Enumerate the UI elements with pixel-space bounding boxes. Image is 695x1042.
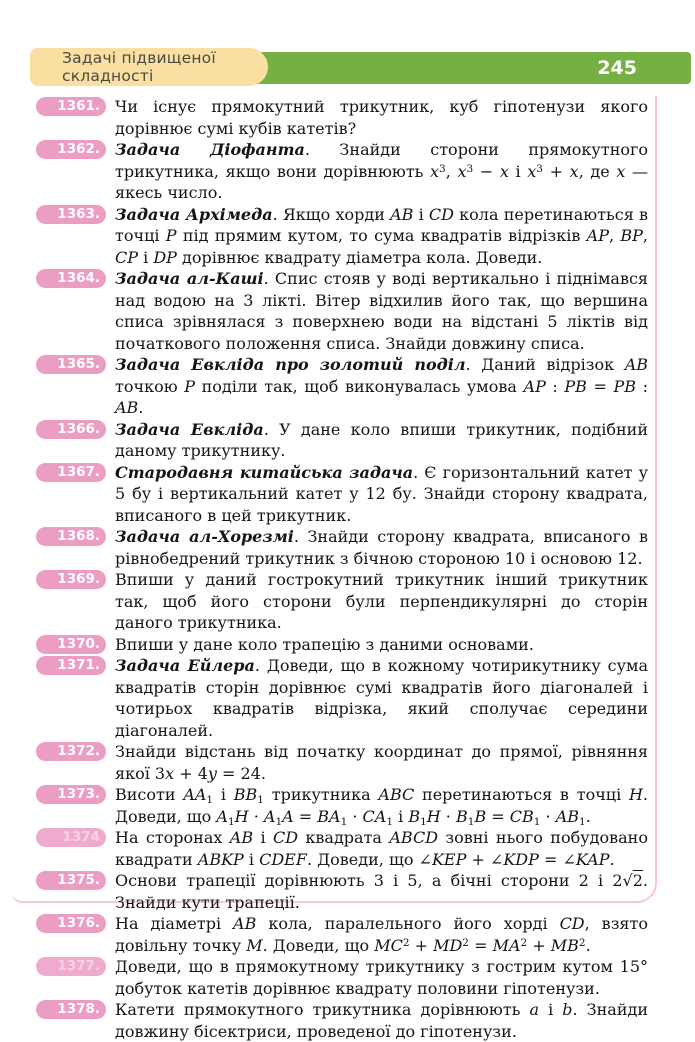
problem-text: Задача Діофанта. Знайди сторони прямокутного трикутника, якщо вони дорівнюють $x^3$, $x^3 - x$ і $x^3 + x$, де x — якесь число. — [115, 140, 649, 202]
problem-number-badge: 1375. — [36, 871, 106, 890]
problem-number-badge: 1370. — [36, 635, 106, 654]
problem-number-badge: 1376. — [36, 914, 106, 933]
problem-number-badge: 1367. — [36, 463, 106, 482]
problem-number-badge: 1372. — [36, 742, 106, 761]
problem-row — [36, 204, 648, 269]
problem-text: Задача Архімеда. Якщо хорди AB і CD кола перетинаються в точці P під прямим кутом, то сума квадратів відрізків AP, BP, CP і DP дорівнює квадрату діаметра кола. Доведи. — [115, 204, 649, 267]
problem-row — [36, 741, 648, 784]
problem-number-badge: 1371. — [36, 656, 106, 675]
problem-row — [36, 913, 648, 956]
problem-number-badge: 1378. — [36, 1000, 106, 1019]
problem-number-badge: 1365. — [36, 355, 106, 374]
problem-text: На сторонах AB і CD квадрата ABCD зовні нього побудовано квадрати ABKP і CDEF. Доведи, що ∠KEP + ∠KDP = ∠KAP. — [115, 828, 648, 869]
problem-text: Задача Ейлера. Доведи, що в кожному чотирикутнику сума квадратів сторін дорівнює сумі квадратів його діагоналей і чотирьох квадратів відрізка, який сполучає середини діагоналей. — [115, 656, 649, 740]
problem-row — [36, 354, 648, 419]
problem-row — [36, 870, 648, 913]
problem-row — [36, 569, 648, 634]
problem-text: Задача Евкліда. У дане коло впиши трикутник, подібний даному трикутнику. — [115, 419, 648, 460]
problem-text: Впиши у дане коло трапецію з даними основами. — [115, 634, 534, 654]
problem-number-badge: 1369. — [36, 570, 106, 589]
problem-number-badge: 1377. — [36, 957, 106, 976]
problem-text: Впиши у даний гострокутний трикутник інший трикутник так, щоб його сторони були перпендикулярні до сторін даного трикутника. — [115, 570, 648, 632]
problem-text: Задача ал-Каші. Спис стояв у воді вертикально і піднімався над водою на 3 лікті. Вітер відхилив його так, що вершина списа зрівнялася з поверхнею води на відстані 5 ліктів від початкового положення списа. Знайди довжину списа. — [115, 269, 649, 353]
problem-text: Знайди відстань від початку координат до прямої, рівняння якої 3x + 4y = 24. — [115, 742, 648, 783]
problem-number-badge: 1368. — [36, 527, 106, 546]
problem-number-badge: 1362. — [36, 140, 106, 159]
section-title-pill — [30, 48, 268, 86]
problem-row — [36, 139, 648, 204]
problem-number-badge: 1373. — [36, 785, 106, 804]
problem-row — [36, 634, 648, 656]
problem-number-badge: 1366. — [36, 420, 106, 439]
problem-text: Доведи, що в прямокутному трикутнику з гострим кутом 15° добуток катетів дорівнює квадрату половини гіпотенузи. — [115, 957, 648, 998]
problem-text: Чи існує прямокутний трикутник, куб гіпотенузи якого дорівнює сумі кубів катетів? — [115, 97, 648, 138]
problem-row — [36, 419, 648, 462]
problem-text: Задача ал-Хорезмі. Знайди сторону квадрата, вписаного в рівнобедрений трикутник з бічною стороною 10 і основою 12. — [115, 527, 648, 568]
problem-number-badge: 1364. — [36, 269, 106, 288]
problem-row — [36, 526, 648, 569]
problem-row — [36, 784, 648, 827]
problem-text: На діаметрі AB кола, паралельного його хорді CD, взято довільну точку M. Доведи, що $MC^2 + MD^2 = MA^2 + MB^2$. — [115, 914, 648, 955]
problem-text: Катети прямокутного трикутника дорівнюють a і b. Знайди довжину бісектриси, проведеної до гіпотенузи. — [115, 1000, 648, 1041]
problem-row — [36, 827, 648, 870]
problem-row — [36, 655, 648, 741]
page-number: 245 — [597, 57, 637, 79]
problem-text: Задача Евкліда про золотий поділ. Даний відрізок AB точкою P поділи так, щоб виконувалась умова AP : PB = PB : AB. — [115, 355, 649, 417]
problem-text: Стародавня китайська задача. Є горизонтальний катет у 5 бу і вертикальний катет у 12 бу. Знайди сторону квадрата, вписаного в цей трикутник. — [115, 462, 648, 525]
problem-text: Основи трапеції дорівнюють 3 і 5, а бічні сторони 2 і 2√2. Знайди кути трапеції. — [115, 871, 648, 912]
problem-number-badge: 1374 — [36, 828, 106, 847]
problem-text: Висоти $AA_1$ і $BB_1$ трикутника ABC перетинаються в точці H. Доведи, що $A_1H \cdot A_1A = BA_1 \cdot CA_1$ і $B_1H \cdot B_1B = CB_1 \cdot AB_1$. — [115, 785, 649, 828]
problem-row — [36, 96, 648, 139]
problem-row — [36, 956, 648, 999]
problem-row — [36, 268, 648, 354]
section-title: Задачі підвищеної складності — [62, 49, 216, 85]
problem-number-badge: 1361. — [36, 97, 106, 116]
problem-row — [36, 462, 648, 527]
problems-list — [36, 96, 648, 1042]
problem-row — [36, 999, 648, 1042]
problem-number-badge: 1363. — [36, 205, 106, 224]
